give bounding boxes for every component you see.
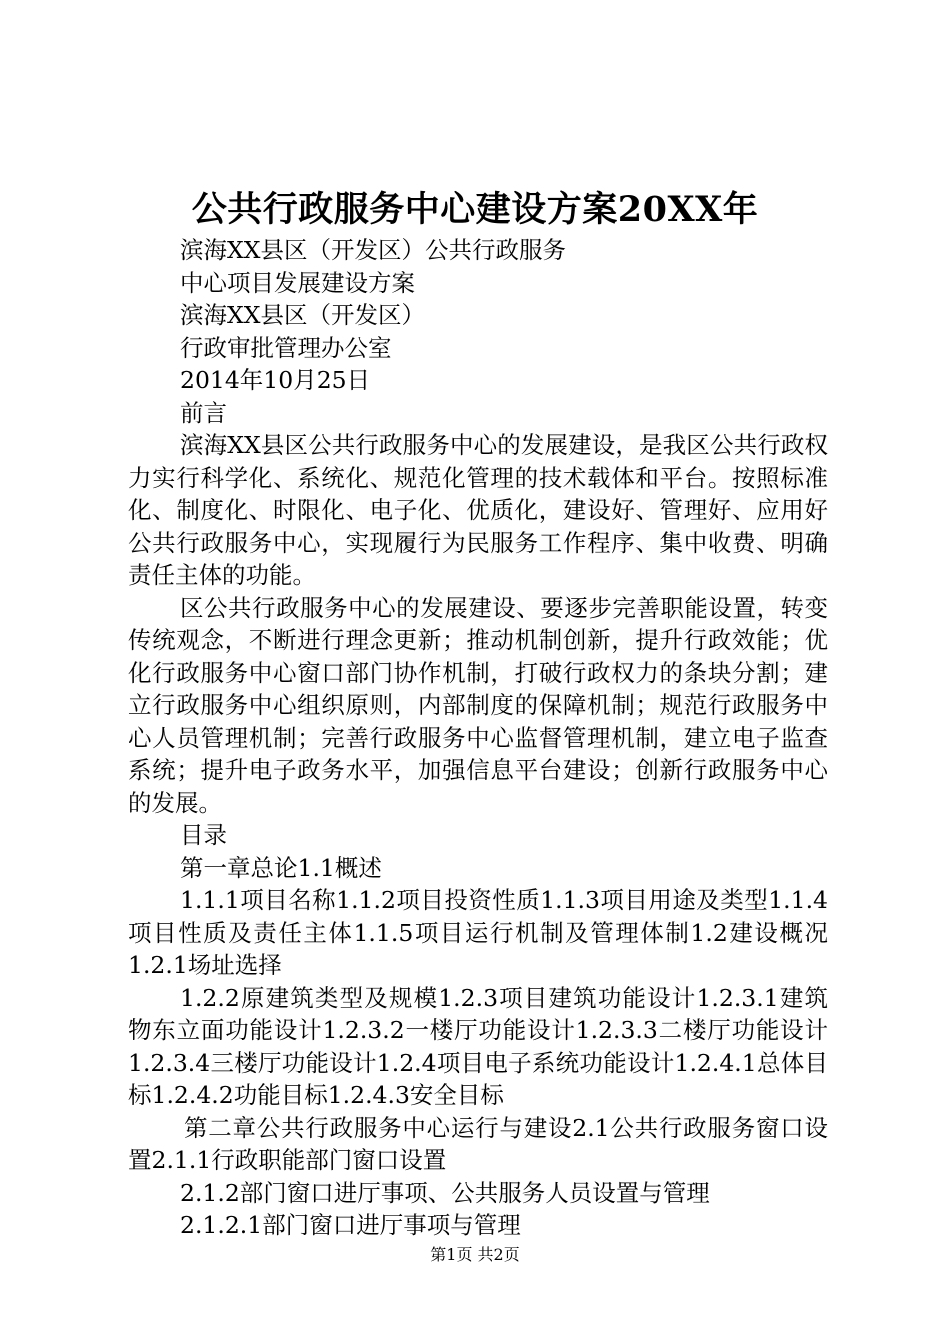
toc-paragraph-2: 1.2.2原建筑类型及规模1.2.3项目建筑功能设计1.2.3.1建筑物东立面功能设计1.2.3.2一楼厅功能设计1.2.3.3二楼厅功能设计1.2.3.4三楼厅功能设计1.2.4项目电子系统功能设计1.2.4.1总体目标1.2.4.2功能目标1.2.4.3安全目标: [128, 983, 828, 1109]
header-line-district: 滨海XX县区（开发区）: [180, 301, 425, 329]
header-line-org: 滨海XX县区（开发区）公共行政服务: [180, 236, 566, 264]
toc-heading: 目录: [180, 821, 227, 849]
preface-paragraph-1: 滨海XX县区公共行政服务中心的发展建设，是我区公共行政权力实行科学化、系统化、规范化管理的技术载体和平台。按照标准化、制度化、时限化、电子化、优质化，建设好、管理好、应用好公共行政服务中心，实现履行为民服务工作程序、集中收费、明确责任主体的功能。: [128, 431, 828, 589]
header-line-plan: 中心项目发展建设方案: [180, 268, 415, 297]
header-line-office: 行政审批管理办公室: [180, 333, 392, 362]
toc-chapter-1: 第一章总论1.1概述: [180, 853, 382, 882]
document-body: [128, 234, 828, 1242]
toc-line-2-1-2-1: 2.1.2.1部门窗口进厅事项与管理: [180, 1211, 521, 1239]
preface-heading: 前言: [180, 398, 227, 427]
page-footer: 第1页 共2页: [430, 1245, 520, 1264]
toc-paragraph-3: 第二章公共行政服务中心运行与建设2.1公共行政服务窗口设置2.1.1行政职能部门窗口设置: [128, 1113, 828, 1174]
toc-paragraph-1: 1.1.1项目名称1.1.2项目投资性质1.1.3项目用途及类型1.1.4项目性质及责任主体1.1.5项目运行机制及管理体制1.2建设概况1.2.1场址选择: [128, 886, 828, 979]
document-title: 公共行政服务中心建设方案20XX年: [191, 189, 759, 230]
toc-line-2-1-2: 2.1.2部门窗口进厅事项、公共服务人员设置与管理: [180, 1178, 710, 1207]
header-line-date: 2014年10月25日: [180, 366, 371, 394]
preface-paragraph-2: 区公共行政服务中心的发展建设、要逐步完善职能设置，转变传统观念，不断进行理念更新；推动机制创新，提升行政效能；优化行政服务中心窗口部门协作机制，打破行政权力的条块分割；建立行政服务中心组织原则，内部制度的保障机制；规范行政服务中心人员管理机制；完善行政服务中心监督管理机制，建立电子监查系统；提升电子政务水平，加强信息平台建设；创新行政服务中心的发展。: [128, 593, 828, 817]
